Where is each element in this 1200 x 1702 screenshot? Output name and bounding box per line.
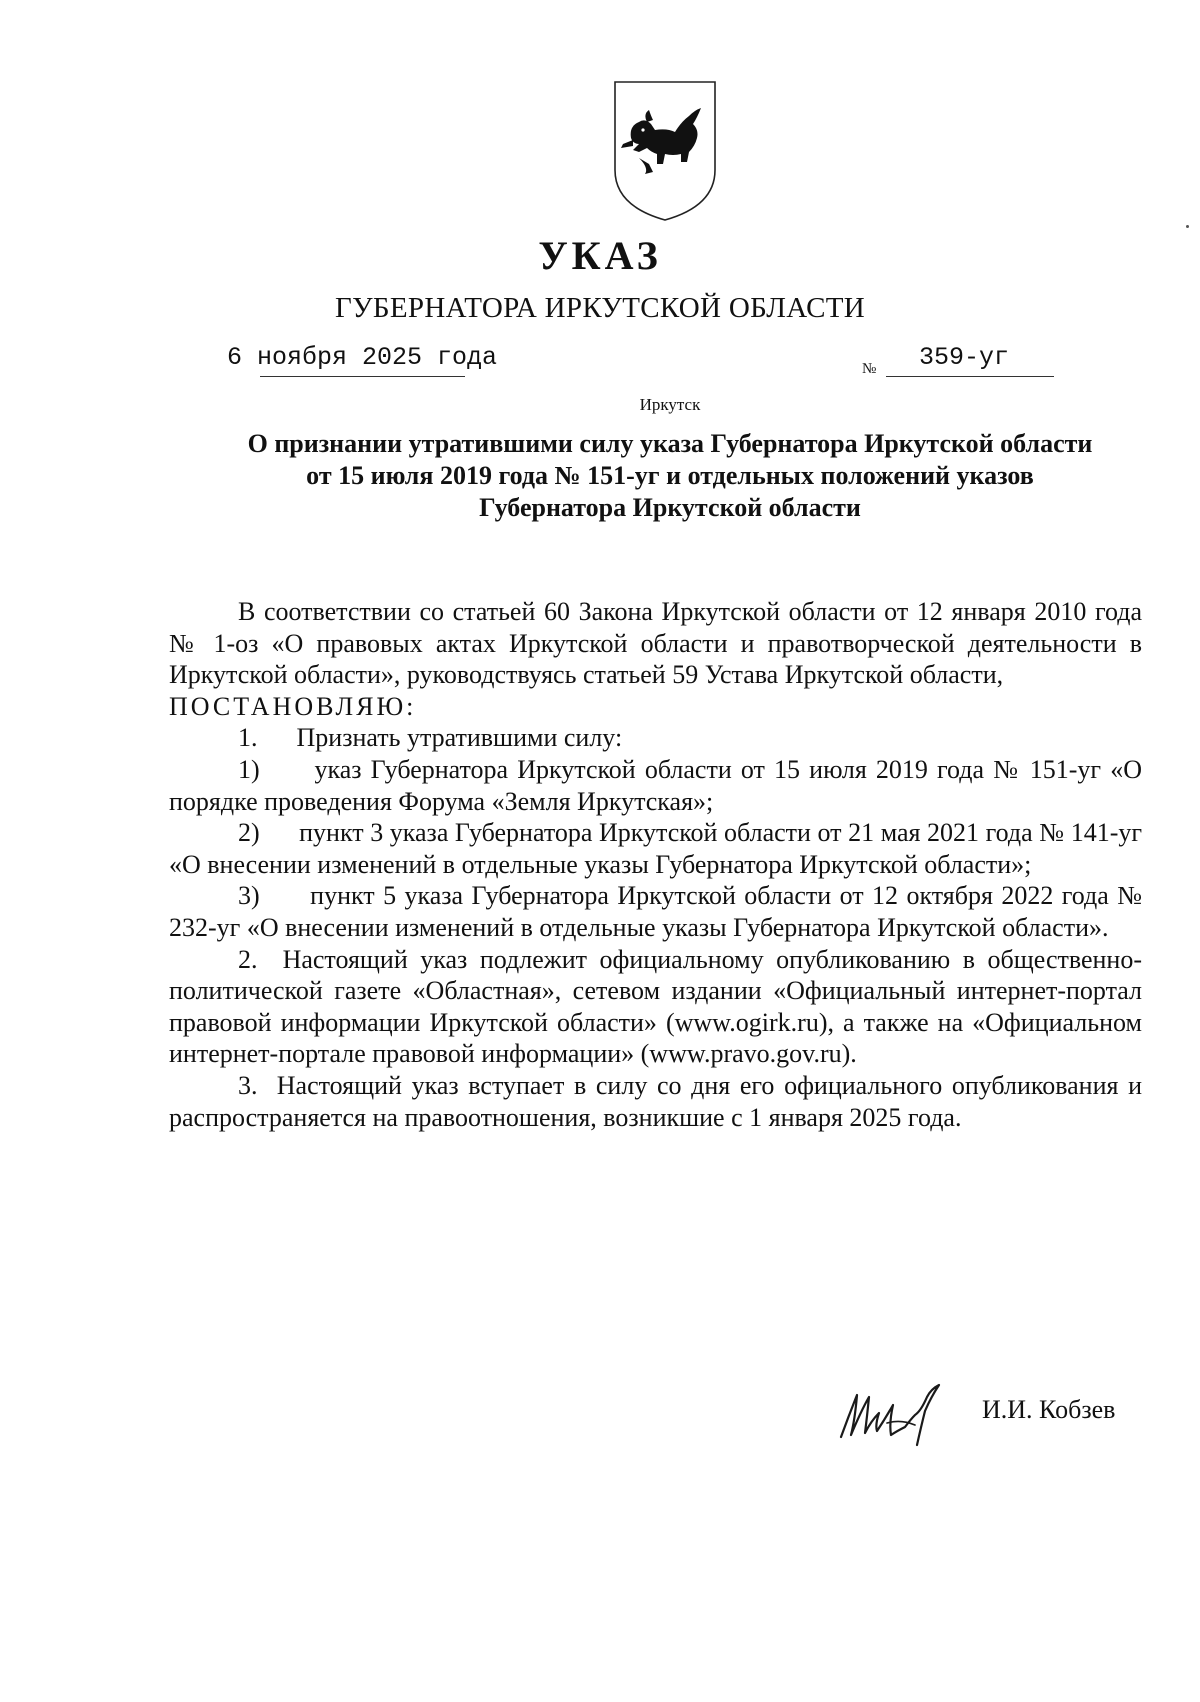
item-text: указ Губернатора Иркутской области от 15 июля 2019 года № 151-уг «О порядке проведения Форума «Земля Иркутская»; — [169, 754, 1143, 816]
item-marker: 3) — [238, 881, 260, 911]
document-heading — [150, 428, 1190, 524]
list-item — [169, 944, 1142, 1070]
item-marker: 1) — [238, 754, 260, 784]
number-sign: № — [862, 361, 877, 377]
list-item — [169, 880, 1142, 943]
list-item — [169, 754, 1142, 817]
item-marker: 2. — [238, 944, 258, 974]
irkutsk-region-coat-of-arms-icon — [609, 78, 721, 224]
item-text: Настоящий указ подлежит официальному опубликованию в общественно-политической газете «Областная», сетевом издании «Официальный интернет-портал правовой информации Иркутской области» (www.ogirk.ru), а также на «Официальном интернет-портале правовой информации» (www.pravo.gov.ru). — [169, 944, 1143, 1069]
scan-speck — [1186, 225, 1189, 228]
number-underline — [886, 376, 1054, 377]
document-title: УКАЗ — [538, 233, 662, 278]
heading-line: Губернатора Иркутской области — [479, 493, 861, 522]
document-date: 6 ноября 2025 года — [227, 343, 498, 372]
decree-word: ПОСТАНОВЛЯЮ: — [169, 691, 417, 721]
handwritten-signature-icon — [835, 1375, 955, 1453]
list-item — [169, 722, 1142, 754]
heading-line: от 15 июля 2019 года № 151-уг и отдельных положений указов — [306, 461, 1034, 490]
item-text: пункт 3 указа Губернатора Иркутской области от 21 мая 2021 года № 141-уг «О внесении изменений в отдельные указы Губернатора Иркутской области»; — [169, 818, 1143, 879]
document-number: 359-уг — [919, 343, 1010, 372]
item-text: Признать утратившими силу: — [296, 723, 623, 753]
signer-name: И.И. Кобзев — [982, 1395, 1116, 1424]
item-text: пункт 5 указа Губернатора Иркутской области от 12 октября 2022 года № 232-уг «О внесении изменений в отдельные указы Губернатора Иркутской области». — [169, 881, 1142, 942]
list-item — [169, 817, 1142, 880]
list-item — [169, 1070, 1142, 1133]
preamble-paragraph: В соответствии со статьей 60 Закона Иркутской области от 12 января 2010 года № 1-оз «О правовых актах Иркутской области и правотворческой деятельности в Иркутской области», руководствуясь статьей 59 Устава Иркутской области, — [169, 597, 1142, 690]
heading-line: О признании утратившими силу указа Губернатора Иркутской области — [247, 429, 1093, 458]
item-marker: 1. — [238, 723, 258, 753]
item-marker: 3. — [238, 1070, 258, 1100]
document-issuer: ГУБЕРНАТОРА ИРКУТСКОЙ ОБЛАСТИ — [335, 292, 865, 324]
document-city: Иркутск — [639, 395, 701, 414]
item-text: Настоящий указ вступает в силу со дня его официального опубликования и распространяется на правоотношения, возникшие с 1 января 2025 года. — [169, 1070, 1143, 1132]
item-marker: 2) — [238, 818, 260, 848]
document-body — [169, 596, 1142, 1133]
date-underline — [260, 376, 465, 377]
